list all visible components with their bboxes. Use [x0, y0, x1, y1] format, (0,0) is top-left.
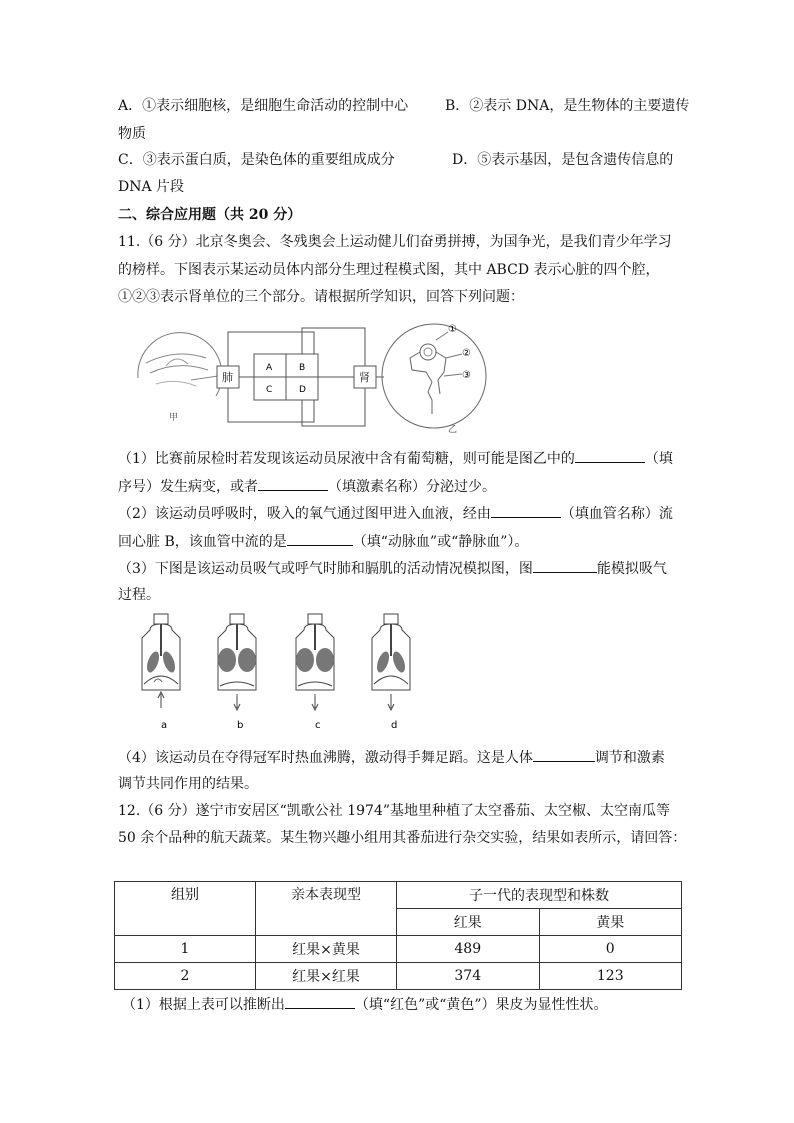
- header-group: 组别: [115, 882, 256, 936]
- q11-p2b: （填血管名称）流: [560, 506, 673, 522]
- lung-label: 肺: [222, 371, 233, 384]
- label-jia: 甲: [169, 413, 179, 423]
- q11-p2d: （填“动脉血”或“静脉血”）。: [352, 534, 529, 550]
- q11-p4a: （4）该运动员在夺得冠军时热血沸腾，激动得手舞足蹈。这是人体: [118, 750, 533, 766]
- cross-results-table: [114, 881, 682, 990]
- chamber-b: B: [299, 363, 306, 373]
- q11-p1a: （1）比赛前尿检时若发现该运动员尿液中含有葡萄糖，则可能是图乙中的: [118, 451, 575, 467]
- option-d: D．⑤表示基因，是包含遗传信息的: [452, 152, 674, 168]
- answer-blank[interactable]: [285, 994, 355, 1009]
- cell-group: 1: [115, 936, 256, 963]
- q11-stem-line3: ①②③表示肾单位的三个部分。请根据所学知识，回答下列问题：: [118, 289, 524, 305]
- answer-blank[interactable]: [287, 531, 353, 546]
- cell-yellow: 0: [539, 936, 682, 963]
- table-row: [115, 936, 682, 963]
- answer-blank[interactable]: [575, 448, 645, 463]
- chamber-a: A: [266, 363, 273, 373]
- jar-d: [372, 614, 410, 710]
- option-b-continued: 物质: [118, 126, 146, 142]
- q11-p4b: 调节和激素: [594, 750, 665, 766]
- q11-p2c: 回心脏 B，该血管中流的是: [118, 534, 287, 550]
- option-d-continued: DNA 片段: [118, 179, 185, 195]
- q12-p1a: （1）根据上表可以推断出: [122, 997, 285, 1013]
- q12-stem-line2: 50 余个品种的航天蔬菜。某生物兴趣小组用其番茄进行杂交实验，结果如表所示，请回答：: [118, 830, 687, 846]
- q11-part2-line2: [118, 531, 528, 552]
- answer-blank[interactable]: [258, 476, 328, 491]
- q11-part4-line1: [118, 747, 665, 768]
- section-title: 二、综合应用题（共 20 分）: [118, 207, 302, 223]
- q11-part2-line1: [118, 503, 673, 524]
- jar-label-d: d: [391, 720, 398, 731]
- chamber-c: C: [266, 385, 273, 395]
- option-a: A．①表示细胞核，是细胞生命活动的控制中心: [118, 98, 409, 114]
- q11-p3b: 能模拟吸气: [596, 561, 667, 577]
- answer-blank[interactable]: [533, 747, 595, 762]
- jar-label-a: a: [161, 720, 168, 731]
- nephron-2: ②: [462, 348, 471, 359]
- cell-group: 2: [115, 963, 256, 990]
- q12-p1b: （填“红色”或“黄色”）果皮为显性性状。: [354, 997, 608, 1013]
- cell-yellow: 123: [539, 963, 682, 990]
- cell-parent: 红果×红果: [256, 963, 397, 990]
- header-parent: 亲本表现型: [256, 882, 397, 936]
- cell-parent: 红果×黄果: [256, 936, 397, 963]
- q11-stem-line1: 11.（6 分）北京冬奥会、冬残奥会上运动健儿们奋勇拼搏，为国争光，是我们青少年学习: [118, 234, 672, 250]
- header-red: 红果: [397, 909, 540, 936]
- q11-p2a: （2）该运动员呼吸时，吸入的氧气通过图甲进入血液，经由: [118, 506, 491, 522]
- alveolus-figure: [138, 333, 222, 396]
- q11-p1b: （填: [644, 451, 673, 467]
- chamber-d: D: [299, 385, 306, 395]
- cell-red: 489: [397, 936, 540, 963]
- q11-p1d: （填激素名称）分泌过少。: [328, 479, 496, 495]
- jar-a: [142, 614, 180, 708]
- option-b: B．②表示 DNA，是生物体的主要遗传: [445, 98, 690, 114]
- q11-part3-line2: 过程。: [118, 587, 160, 603]
- option-c: C．③表示蛋白质，是染色体的重要组成成分: [118, 152, 395, 168]
- q12-stem-line1: 12.（6 分）遂宁市安居区“凯歌公社 1974”基地里种植了太空番茄、太空椒、太空南瓜等: [118, 803, 671, 819]
- q12-part1: [122, 994, 608, 1015]
- answer-blank[interactable]: [533, 558, 597, 573]
- q11-p1c: 序号）发生病变，或者: [118, 479, 258, 495]
- q11-part4-line2: 调节共同作用的结果。: [118, 776, 258, 792]
- header-offspring: 子一代的表现型和株数: [397, 882, 682, 909]
- heart-chambers: [254, 354, 318, 400]
- q11-stem-line2: 的榜样。下图表示某运动员体内部分生理过程模式图，其中 ABCD 表示心脏的四个腔，: [118, 262, 660, 278]
- nephron-3: ③: [462, 370, 471, 381]
- nephron-1: ①: [448, 324, 457, 335]
- table-row: [115, 963, 682, 990]
- circulation-diagram: [136, 318, 502, 440]
- bell-jar-models: [130, 612, 430, 734]
- label-yi: 乙: [448, 425, 458, 435]
- q11-part1-line2: [118, 476, 496, 497]
- q11-p3a: （3）下图是该运动员吸气或呼气时肺和膈肌的活动情况模拟图，图: [118, 561, 533, 577]
- jar-label-b: b: [237, 720, 244, 731]
- kidney-label: 肾: [359, 371, 370, 384]
- jar-label-c: c: [315, 720, 321, 731]
- q11-part1-line1: [118, 448, 673, 469]
- jar-c: [296, 614, 334, 710]
- jar-b: [218, 614, 256, 710]
- cell-red: 374: [397, 963, 540, 990]
- answer-blank[interactable]: [491, 503, 561, 518]
- header-yellow: 黄果: [539, 909, 682, 936]
- q11-part3-line1: [118, 558, 667, 579]
